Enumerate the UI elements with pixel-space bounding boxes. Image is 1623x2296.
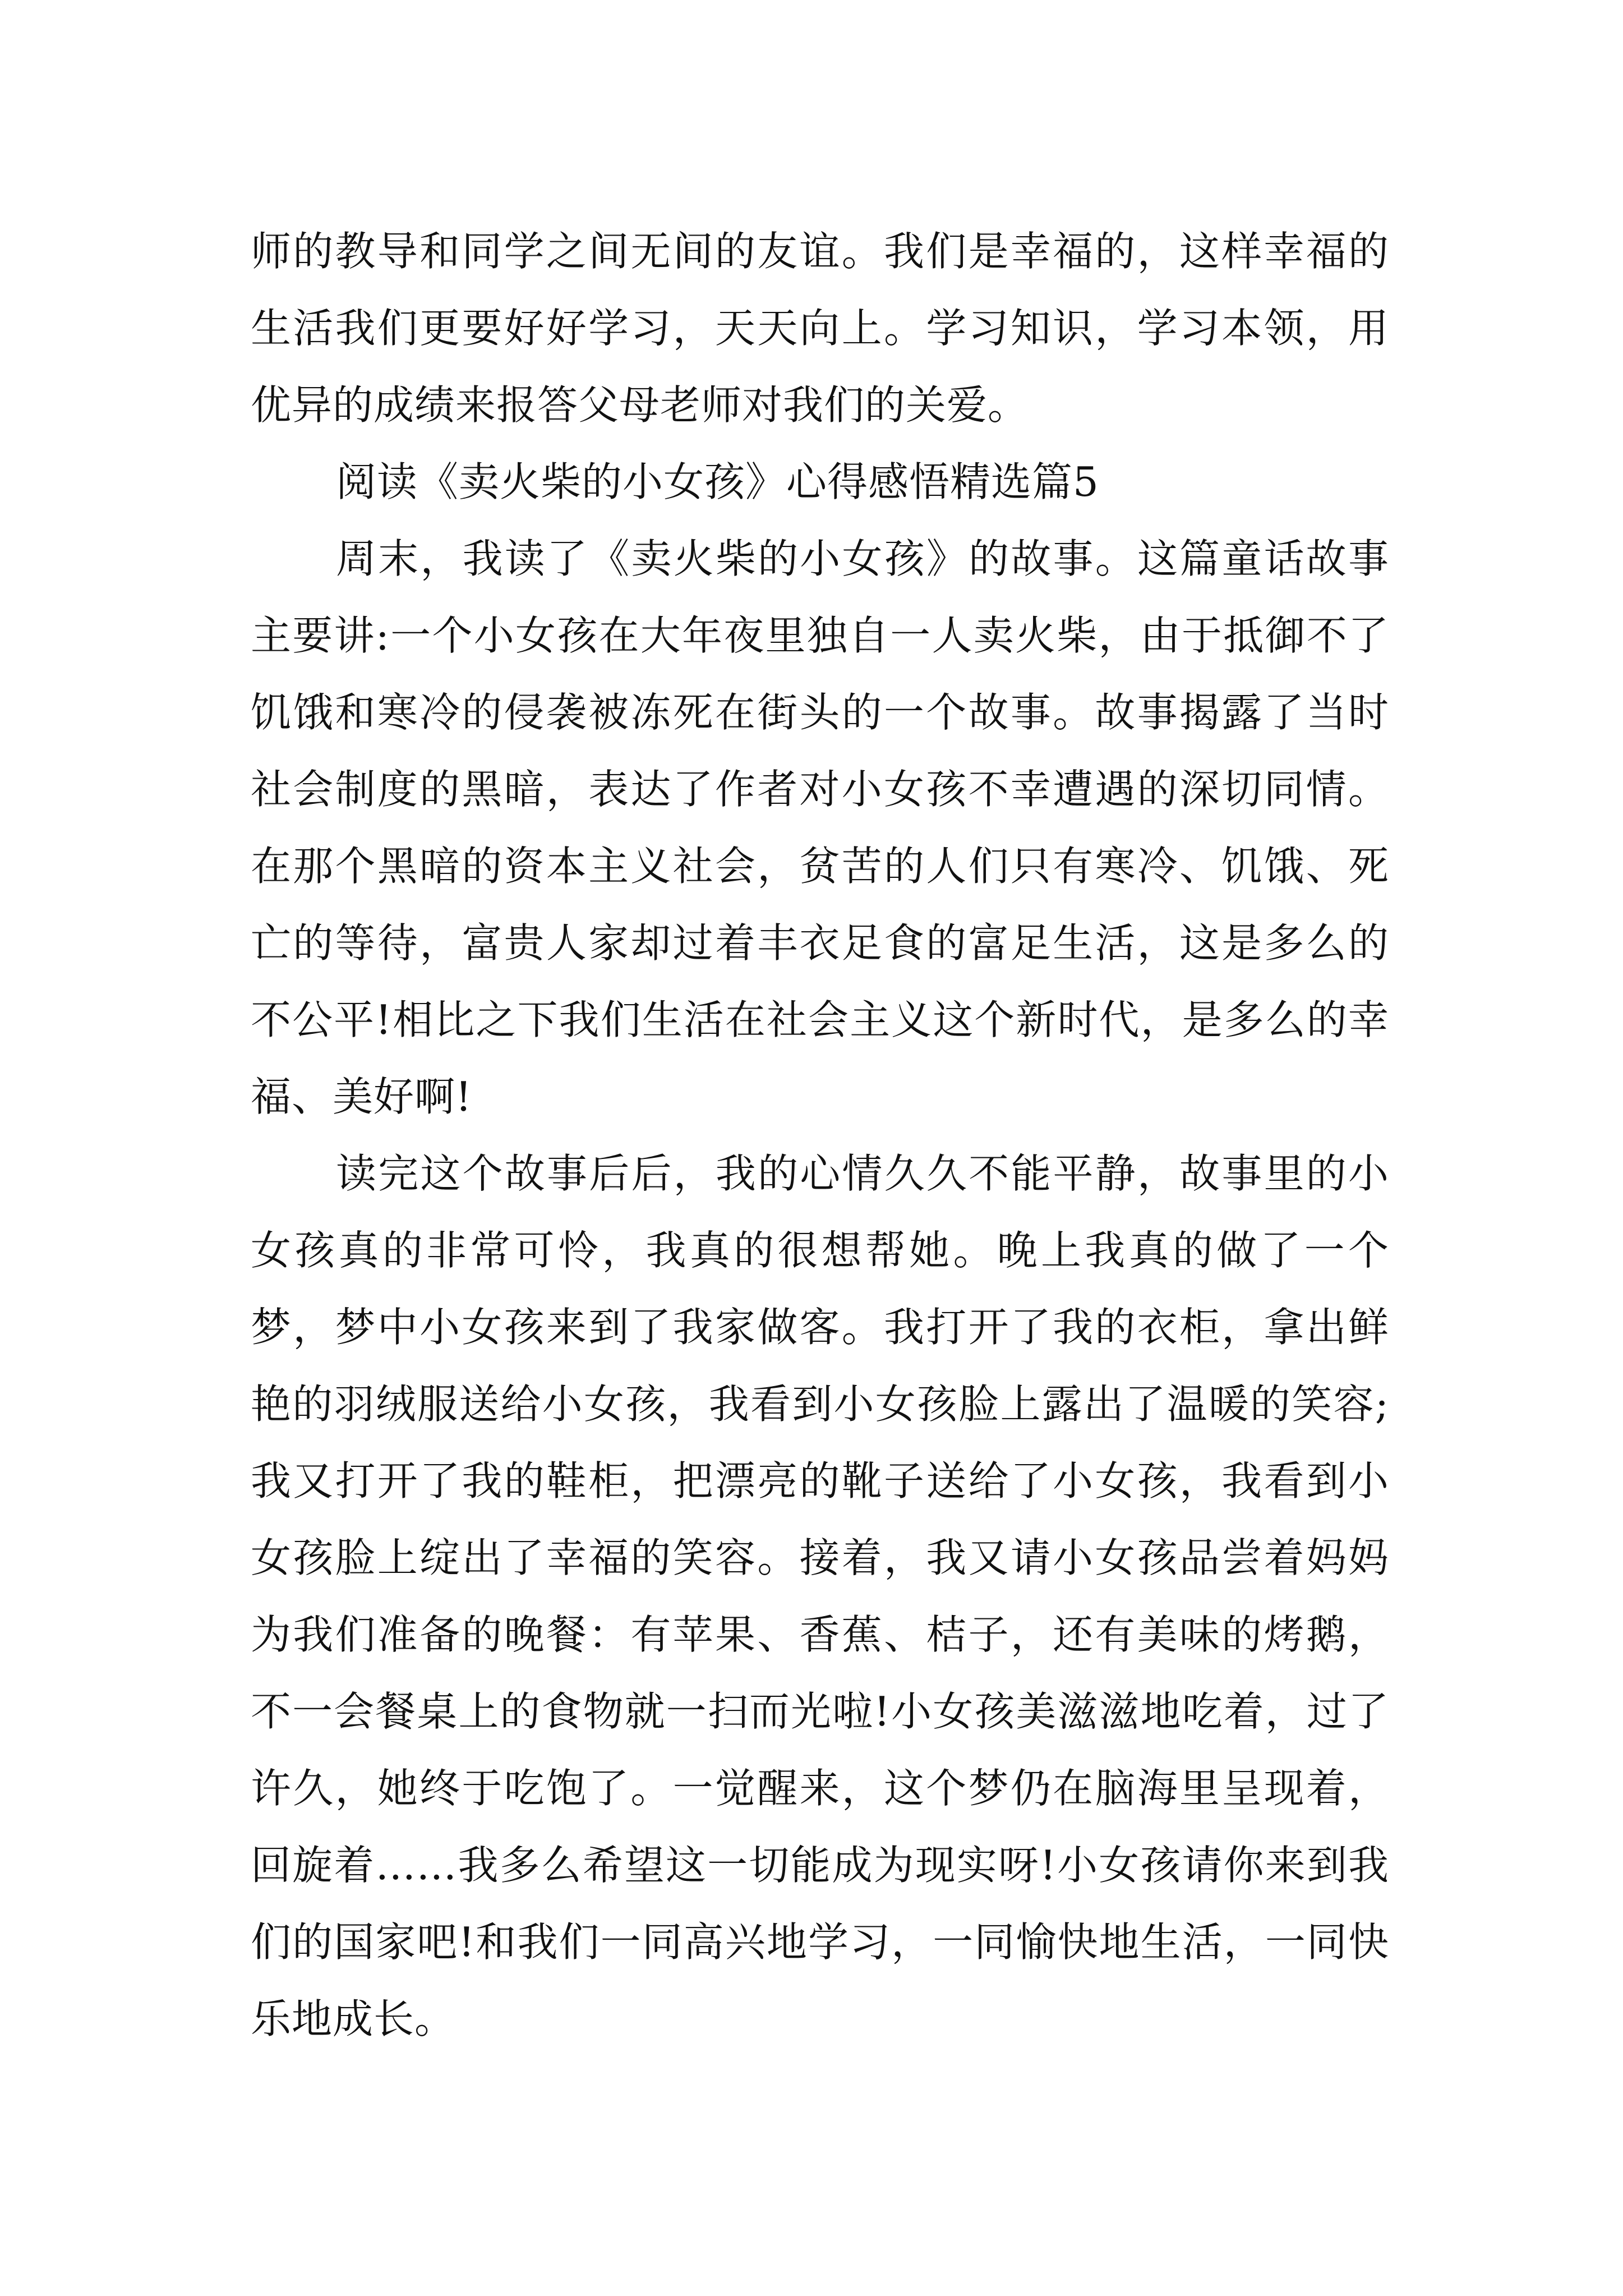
section-heading: 阅读《卖火柴的小女孩》心得感悟精选篇5: [336, 458, 1099, 505]
document-body: [251, 213, 1389, 2058]
body-paragraph-2: 读完这个故事后后，我的心情久久不能平静，故事里的小女孩真的非常可怜，我真的很想帮她。晚上我真的做了一个梦，梦中小女孩来到了我家做客。我打开了我的衣柜，拿出鲜艳的羽绒服送给小女孩，我看到小女孩脸上露出了温暖的笑容;我又打开了我的鞋柜，把漂亮的靴子送给了小女孩，我看到小女孩脸上绽出了幸福的笑容。接着，我又请小女孩品尝着妈妈为我们准备的晚餐：有苹果、香蕉、桔子，还有美味的烤鹅，不一会餐桌上的食物就一扫而光啦!小女孩美滋滋地吃着，过了许久，她终于吃饱了。一觉醒来，这个梦仍在脑海里呈现着，回旋着……我多么希望这一切能成为现实呀!小女孩请你来到我们的国家吧!和我们一同高兴地学习，一同愉快地生活，一同快乐地成长。: [251, 1150, 1389, 2042]
intro-paragraph: 师的教导和同学之间无间的友谊。我们是幸福的，这样幸福的生活我们更要好好学习，天天向上。学习知识，学习本领，用优异的成绩来报答父母老师对我们的关爱。: [251, 228, 1389, 429]
body-paragraph-1: 周末，我读了《卖火柴的小女孩》的故事。这篇童话故事主要讲:一个小女孩在大年夜里独自一人卖火柴，由于抵御不了饥饿和寒冷的侵袭被冻死在街头的一个故事。故事揭露了当时社会制度的黑暗，表达了作者对小女孩不幸遭遇的深切同情。在那个黑暗的资本主义社会，贫苦的人们只有寒冷、饥饿、死亡的等待，富贵人家却过着丰衣足食的富足生活，这是多么的不公平!相比之下我们生活在社会主义这个新时代，是多么的幸福、美好啊!: [251, 535, 1389, 1120]
